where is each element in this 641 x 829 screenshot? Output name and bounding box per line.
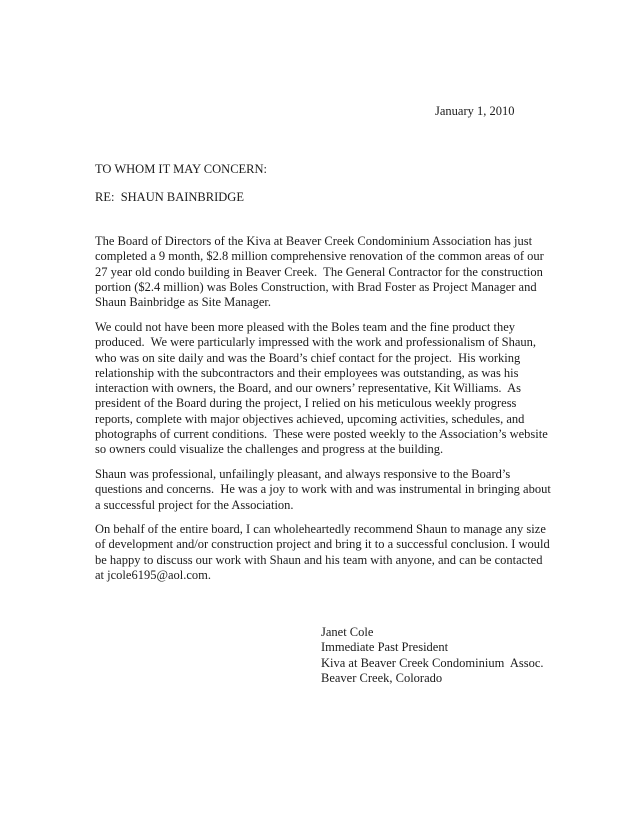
- subject-re-line: RE: SHAUN BAINBRIDGE: [95, 190, 244, 204]
- signature-name: Janet Cole: [321, 625, 374, 639]
- letter-date: January 1, 2010: [435, 104, 515, 118]
- body-paragraph-3: Shaun was professional, unfailingly pleasant, and always responsive to the Board’s questions and concerns. He was a joy to work with and was instrumental in bringing about a successful project for the Association.: [95, 467, 554, 512]
- body-paragraph-4: On behalf of the entire board, I can wholeheartedly recommend Shaun to manage any size of development and/or construction project and bring it to a successful conclusion. I would be happy to discuss our work with Shaun and his team with anyone, and can be contacted at jcole6195@aol.com.: [95, 522, 553, 582]
- signature-organization: Kiva at Beaver Creek Condominium Assoc.: [321, 655, 544, 670]
- body-paragraph-2: We could not have been more pleased with the Boles team and the fine product they produced. We were particularly impressed with the work and professionalism of Shaun, who was on site daily and was the Board’s chief contact for the project. His working relationship with the subcontractors and their employees was outstanding, as was his interaction with owners, the Board, and our owners’ representative, Kit Williams. As president of the Board during the project, I relied on his meticulous weekly progress reports, complete with major objectives achieved, upcoming activities, schedules, and photographs of current conditions. These were posted weekly to the Association’s website so owners could visualize the challenges and progress at the building.: [95, 320, 551, 457]
- body-paragraph-1: The Board of Directors of the Kiva at Beaver Creek Condominium Association has just completed a 9 month, $2.8 million comprehensive renovation of the common areas of our 27 year old condo building in Beaver Creek. The General Contractor for the construction portion ($2.4 million) was Boles Construction, with Brad Foster as Project Manager and Shaun Bainbridge as Site Manager.: [95, 234, 547, 310]
- signature-location: Beaver Creek, Colorado: [321, 670, 443, 685]
- salutation: TO WHOM IT MAY CONCERN:: [95, 162, 268, 176]
- signature-block: [321, 625, 544, 686]
- signature-title: Immediate Past President: [321, 640, 449, 655]
